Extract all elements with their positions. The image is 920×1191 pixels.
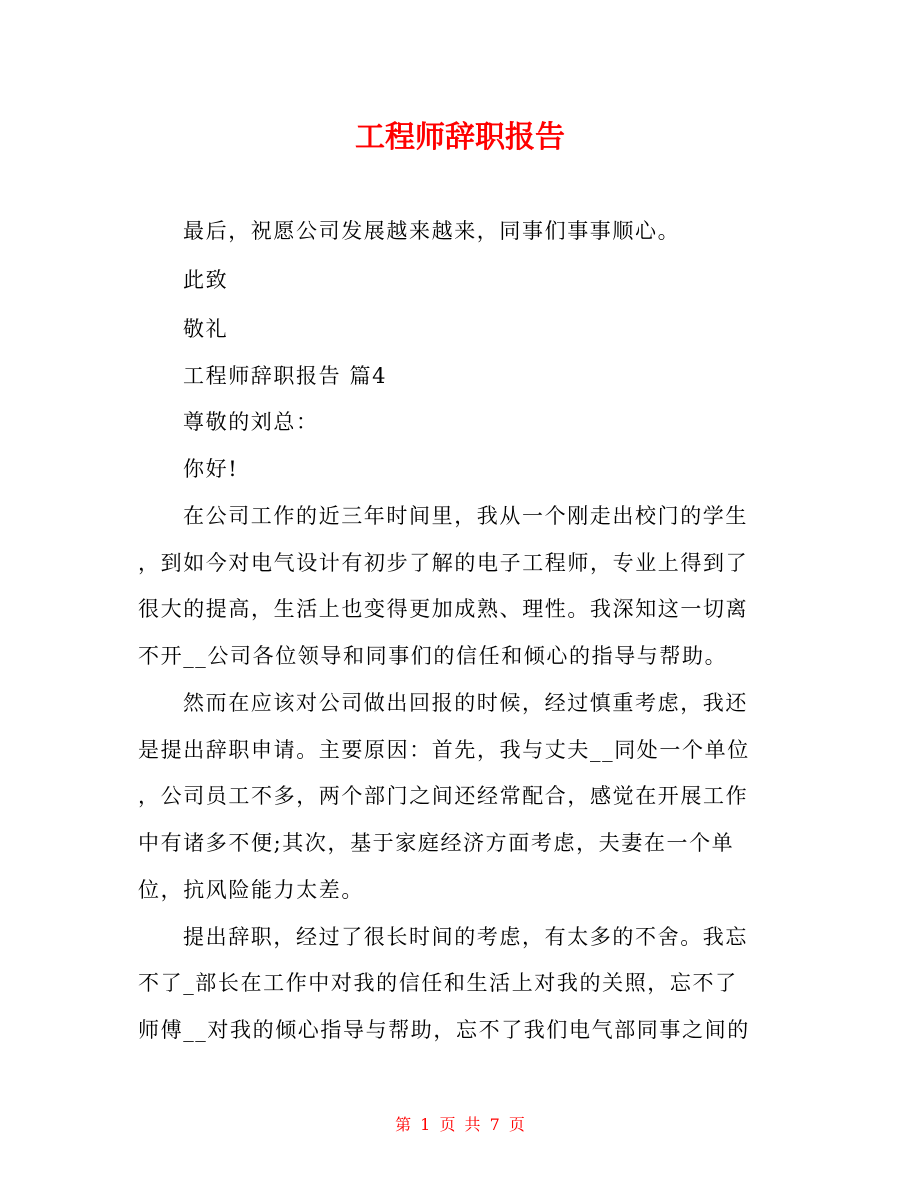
section-heading: 工程师辞职报告 篇4 (183, 364, 388, 388)
paragraph-line: ，公司员工不多，两个部门之间还经常配合，感觉在开展工作 (138, 784, 749, 808)
paragraph-line: 是提出辞职申请。主要原因：首先，我与丈夫__同处一个单位 (138, 738, 750, 762)
greeting: 你好! (183, 457, 239, 481)
paragraph-line: 然而在应该对公司做出回报的时候，经过慎重考虑，我还 (183, 691, 748, 715)
paragraph-line: 提出辞职，经过了很长时间的考虑，有太多的不舍。我忘 (183, 925, 748, 949)
paragraph-line: 中有诸多不便;其次，基于家庭经济方面考虑，夫妻在一个单 (138, 831, 735, 855)
page-indicator: 第 1 页 共 7 页 (395, 1115, 525, 1134)
paragraph-line: 最后，祝愿公司发展越来越来，同事们事事顺心。 (183, 219, 681, 243)
paragraph-line: 敬礼 (183, 317, 229, 341)
paragraph-line: 不了_部长在工作中对我的信任和生活上对我的关照，忘不了 (138, 971, 738, 995)
salutation: 尊敬的刘总： (183, 410, 319, 434)
paragraph-line: ，到如今对电气设计有初步了解的电子工程师，专业上得到了 (138, 551, 749, 575)
paragraph-line: 位，抗风险能力太差。 (138, 878, 364, 902)
paragraph-line: 师傅__对我的倾心指导与帮助，忘不了我们电气部同事之间的 (138, 1018, 750, 1042)
paragraph-line: 在公司工作的近三年时间里，我从一个刚走出校门的学生 (183, 504, 748, 528)
document-title: 工程师辞职报告 (355, 120, 565, 155)
paragraph-line: 不开__公司各位领导和同事们的信任和倾心的指导与帮助。 (138, 644, 728, 668)
paragraph-line: 很大的提高，生活上也变得更加成熟、理性。我深知这一切离 (138, 597, 749, 621)
paragraph-line: 此致 (183, 268, 229, 292)
